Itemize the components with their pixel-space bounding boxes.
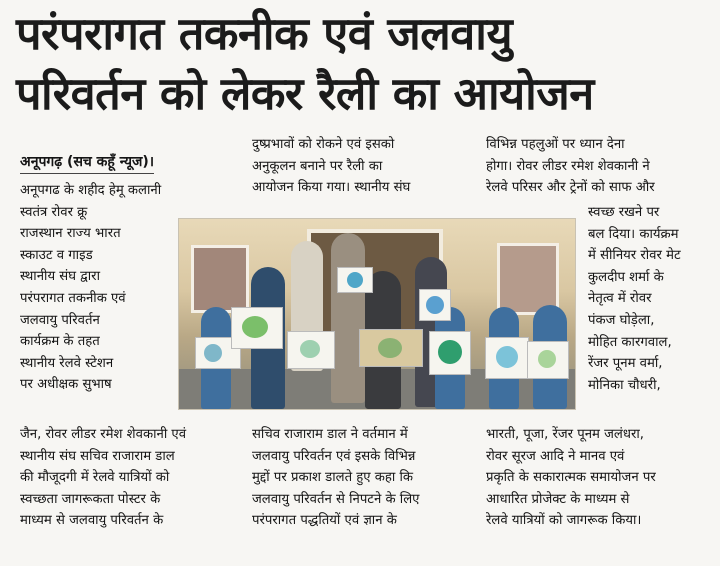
article-line: अनूपगढ के शहीद हेमू कलानी [20,183,162,198]
article-line: भारती, पूजा, रेंजर पूनम जलंधरा, [486,427,644,442]
article-line: अनुकूलन बनाने पर रैली का [252,158,383,174]
article-line: रेंजर पूनम वर्मा, [588,356,663,372]
column-3-bottom [486,424,708,532]
photo-poster [419,289,451,321]
photo-poster [359,329,423,367]
article-line: माध्यम से जलवायु परिवर्तन के [20,513,164,529]
photo-person [331,233,365,403]
article-line: स्वच्छ रखने पर [588,205,660,220]
photo-poster [231,307,283,349]
article-line: विभिन्न पहलुओं पर ध्यान देना [486,137,625,152]
article-line: कार्यक्रम के तहत [20,334,100,350]
article-line: आयोजन किया गया। स्थानीय संघ [252,180,411,196]
photo-poster [429,331,471,375]
article-line: स्थानीय रेलवे स्टेशन [20,355,114,371]
article-line: स्थानीय संघ द्वारा [20,269,100,285]
column-1-bottom [20,424,240,532]
headline-line-2: परिवर्तन को लेकर रैली का आयोजन [16,67,594,120]
article-line: मुद्दों पर प्रकाश डालते हुए कहा कि [252,470,414,486]
article-line: राजस्थान राज्य भारत [20,226,121,242]
article-line: स्काउट व गाइड [20,247,93,263]
article-line: दुष्प्रभावों को रोकने एवं इसको [252,137,395,152]
article-line: की मौजूदगी में रेलवे यात्रियों को [20,470,170,486]
news-photo [178,218,576,410]
article-line: नेतृत्व में रोवर [588,291,652,307]
article-line: स्वतंत्र रोवर क्रू [20,204,88,220]
article-line: रोवर सूरज आदि ने मानव एवं [486,448,625,464]
column-3-side [588,202,708,396]
photo-window-left [191,245,249,313]
photo-poster [485,337,529,379]
article-line: जलवायु परिवर्तन [20,312,100,328]
article-line: प्रकृति के सकारात्मक समायोजन पर [486,470,656,486]
dateline: अनूपगढ़ (सच कहूँ न्यूज)। [20,152,154,174]
column-2-top [252,134,476,199]
column-3-top [486,134,708,199]
photo-poster [337,267,373,293]
article-line: मोनिका चौधरी, [588,377,661,393]
article-line: परंपरागत तकनीक एवं [20,290,126,306]
article-line: स्थानीय संघ सचिव राजाराम डाल [20,448,175,464]
article-line: पंकज घोड़ेला, [588,312,655,328]
photo-poster [287,331,335,369]
article-line: स्वच्छता जागरूकता पोस्टर के [20,491,161,507]
article-line: पर अधीक्षक सुभाष [20,377,112,393]
article-line: आधारित प्रोजेक्ट के माध्यम से [486,491,630,507]
column-2-bottom [252,424,476,532]
article-line: बल दिया। कार्यक्रम [588,226,679,242]
article-line: मोहित कारगवाल, [588,334,672,350]
headline-line-1: परंपरागत तकनीक एवं जलवायु [16,7,513,60]
article-line: जलवायु परिवर्तन एवं इसके विभिन्न [252,448,416,464]
article-line: में सीनियर रोवर मेट [588,248,681,264]
article-line: जलवायु परिवर्तन से निपटने के लिए [252,491,420,507]
article-line: जैन, रोवर लीडर रमेश शेवकानी एवं [20,427,187,442]
article-line: सचिव राजाराम डाल ने वर्तमान में [252,427,408,442]
article-line: परंपरागत पद्धतियों एवं ज्ञान के [252,513,397,529]
article-line: होगा। रोवर लीडर रमेश शेवकानी ने [486,158,650,174]
article-line: रेलवे यात्रियों को जागरूक किया। [486,513,642,529]
photo-poster [527,341,569,379]
article-line: रेलवे परिसर और ट्रेनों को साफ और [486,180,655,196]
article-headline [16,4,706,124]
article-line: कुलदीप शर्मा के [588,269,664,285]
